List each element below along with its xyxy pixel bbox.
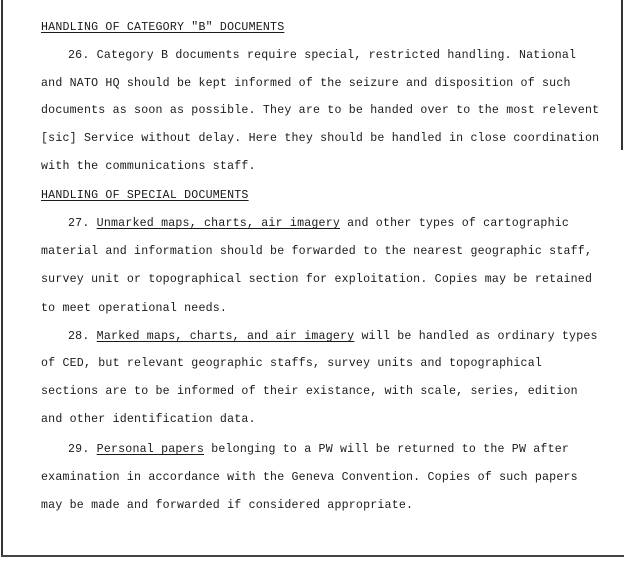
paragraph-29-line-2: examination in accordance with the Geneva Convention. Copies of such papers	[41, 471, 578, 484]
paragraph-number: 27.	[68, 217, 90, 230]
paragraph-27-line-1	[68, 217, 569, 231]
paragraph-26-line-5: with the communications staff.	[41, 160, 256, 173]
paragraph-28-line-3: sections are to be informed of their existance, with scale, series, edition	[41, 385, 578, 398]
paragraph-29-line-3: may be made and forwarded if considered appropriate.	[41, 499, 414, 512]
underlined-term: Unmarked maps, charts, air imagery	[96, 217, 341, 230]
paragraph-text: belonging to a PW will be returned to the PW after	[204, 443, 570, 456]
paragraph-text: and other types of cartographic	[340, 217, 570, 230]
paragraph-29-line-1	[68, 443, 569, 457]
paragraph-26-line-2: and NATO HQ should be kept informed of the seizure and disposition of such	[41, 77, 571, 90]
page-border-bottom	[1, 555, 624, 557]
paragraph-28-line-2: of CED, but relevant geographic staffs, survey units and topographical	[41, 357, 543, 370]
underlined-term: Personal papers	[96, 443, 205, 456]
paragraph-28-line-1	[68, 330, 598, 344]
paragraph-number: 26.	[68, 49, 90, 62]
paragraph-27-line-3: survey unit or topographical section for exploitation. Copies may be retained	[41, 273, 593, 286]
paragraph-26-line-3: documents as soon as possible. They are to be handed over to the most relevent	[41, 104, 600, 117]
section-heading-category-b: HANDLING OF CATEGORY "B" DOCUMENTS	[41, 21, 285, 34]
paragraph-text: will be handled as ordinary types	[354, 330, 598, 343]
paragraph-27-line-2: material and information should be forwarded to the nearest geographic staff,	[41, 245, 593, 258]
paragraph-27-line-4: to meet operational needs.	[41, 302, 228, 315]
paragraph-26-line-4: [sic] Service without delay. Here they should be handled in close coordination	[41, 132, 600, 145]
paragraph-text: Category B documents require special, restricted handling. National	[96, 49, 577, 62]
section-heading-special-documents: HANDLING OF SPECIAL DOCUMENTS	[41, 189, 249, 202]
underlined-term: Marked maps, charts, and air imagery	[96, 330, 355, 343]
page-border-right	[621, 0, 623, 150]
paragraph-28-line-4: and other identification data.	[41, 413, 256, 426]
page-border-left	[1, 0, 3, 557]
paragraph-number: 29.	[68, 443, 90, 456]
paragraph-26-line-1	[68, 49, 576, 63]
paragraph-number: 28.	[68, 330, 90, 343]
